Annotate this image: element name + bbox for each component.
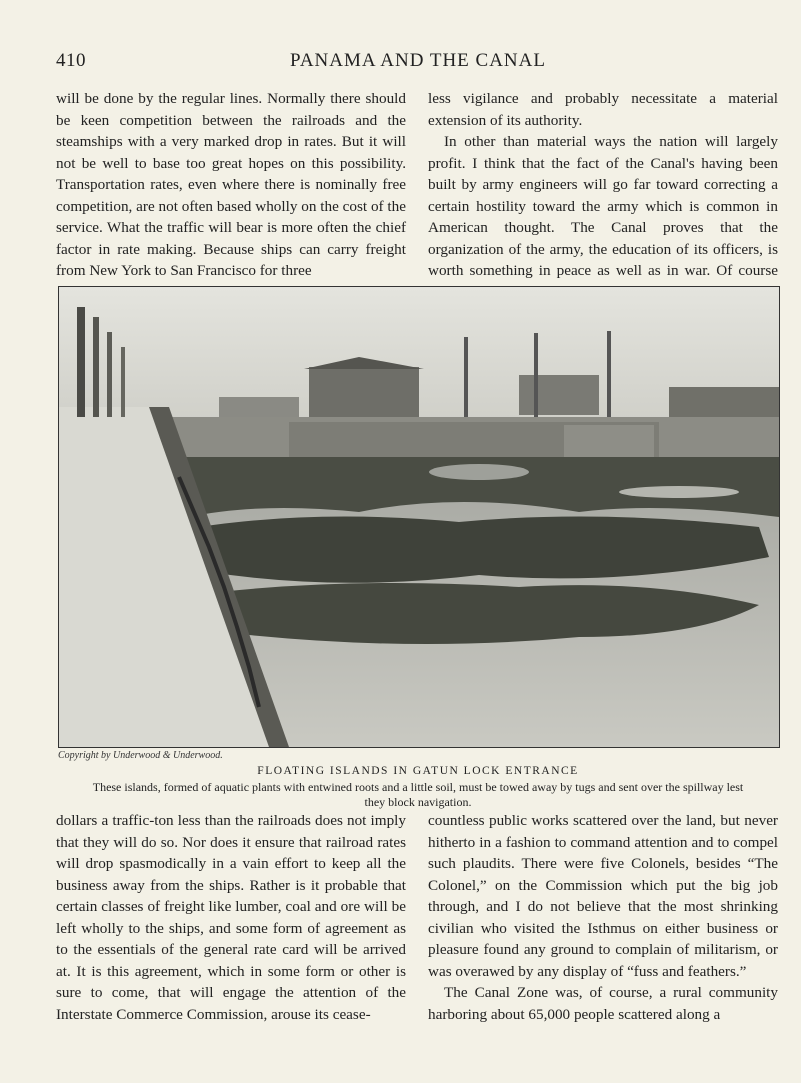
body-paragraph: In other than material ways the nation will largely profit. I think that the fact of the Canal's having been built by army engineers will go far toward correcting a certain hostility toward the army which is common in American thought. The Canal proves that the organization of the army, the education of its officers, is worth something in peace as well as in war. Of course [428, 133, 778, 279]
bottom-left-column [56, 810, 406, 1025]
photo-credit: Copyright by Underwood & Underwood. [58, 750, 223, 761]
top-left-column [56, 88, 406, 282]
photograph-floating-islands [58, 286, 780, 748]
body-paragraph: countless public works scattered over the land, but never hitherto in a fashion to command attention and to compel such plaudits. There were five Colonels, besides “The Colonel,” on the Commission which put the big job through, and I do not believe that the most shrinking civilian who visited the Isthmus on either business or pleasure found any ground to complain of militarism, or was overawed by any display of “fuss and feathers.” [428, 812, 778, 980]
page-number: 410 [56, 50, 86, 71]
body-paragraph: less vigilance and probably necessitate a material extension of its authority. [428, 90, 778, 129]
running-title: PANAMA AND THE CANAL [290, 50, 546, 71]
page-header [56, 50, 780, 74]
figure-title: FLOATING ISLANDS IN GATUN LOCK ENTRANCE [257, 765, 579, 777]
bottom-right-column [428, 810, 778, 1025]
body-paragraph: will be done by the regular lines. Normally there should be keen competition between the railroads and the steamships with a very marked drop in rates. But it will not be well to base too great hopes on this possibility. Transportation rates, even where there is nominally free competition, are not often based wholly on the cost of the service. What the traffic will bear is more often the chief factor in rate making. Because ships can carry freight from New York to San Francisco for three [56, 90, 406, 279]
top-right-column [428, 88, 778, 303]
figure-caption: These islands, formed of aquatic plants with entwined roots and a little soil, must be towed away by tugs and sent over the spillway lest they block navigation. [92, 780, 744, 809]
body-paragraph: dollars a traffic-ton less than the railroads does not imply that they will do so. Nor does it ensure that railroad rates will drop spasmodically in a vain effort to keep all the business away from the ships. Rather is it probable that certain classes of freight like lumber, coal and ore will be left wholly to the ships, and some form of agreement as to the essentials of the general rate card will be arrived at. It is this agreement, which in some form or other is sure to come, that will engage the attention of the Interstate Commerce Commission, arouse its cease- [56, 812, 406, 1023]
body-paragraph: The Canal Zone was, of course, a rural community harboring about 65,000 people scattered along a [428, 984, 778, 1023]
